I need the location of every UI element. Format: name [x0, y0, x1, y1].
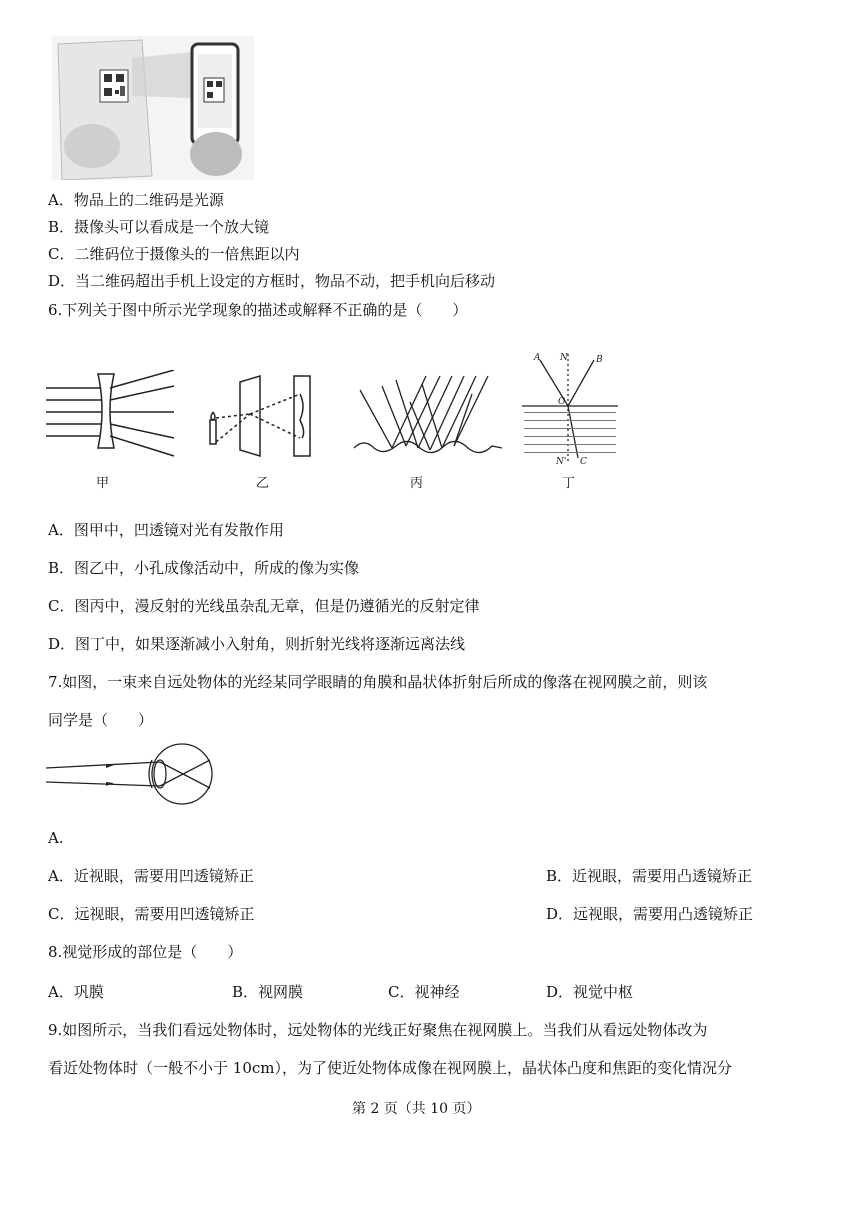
figure-yi-pinhole [204, 372, 314, 462]
figure-bing-diffuse-reflection [352, 372, 504, 460]
q5-option-d: D．当二维码超出手机上设定的方框时，物品不动，把手机向后移动 [48, 272, 496, 290]
page-footer: 第 2 页（共 10 页） [352, 1101, 481, 1117]
q6-option-c: C．图丙中，漫反射的光线虽杂乱无章，但是仍遵循光的反射定律 [48, 597, 480, 615]
q7-option-c: C．远视眼，需要用凹透镜矫正 [48, 905, 255, 923]
q8-option-b: B．视网膜 [232, 983, 304, 1001]
q6-option-b: B．图乙中，小孔成像活动中，所成的像为实像 [48, 559, 360, 577]
fig-label-ding: 丁 [562, 476, 576, 491]
q8-option-c: C．视神经 [388, 983, 460, 1001]
svg-text:N': N' [556, 457, 567, 466]
q9-stem-line1: 9.如图所示，当我们看远处物体时，远处物体的光线正好聚焦在视网膜上。当我们从看远处物体改为 [48, 1021, 708, 1039]
q7-option-a: A．近视眼，需要用凹透镜矫正 [48, 867, 254, 885]
qr-scan-photo [52, 36, 254, 180]
svg-text:C: C [580, 457, 587, 466]
q9-stem-line2: 看近处物体时（一般不小于 10cm），为了使近处物体成像在视网膜上，晶状体凸度和焦距的变化情况分 [48, 1059, 732, 1077]
q6-stem: 6.下列关于图中所示光学现象的描述或解释不正确的是（ ） [48, 301, 468, 319]
svg-text:A: A [534, 353, 541, 363]
q6-option-d: D．图丁中，如果逐渐减小入射角，则折射光线将逐渐远离法线 [48, 635, 466, 653]
eye-diagram [46, 742, 216, 806]
q7-option-d: D．远视眼，需要用凸透镜矫正 [546, 905, 754, 923]
q7-stem-line1: 7.如图，一束来自远处物体的光经某同学眼睛的角膜和晶状体折射后所成的像落在视网膜之前，则该 [48, 673, 708, 691]
q8-stem: 8.视觉形成的部位是（ ） [48, 943, 243, 961]
q6-option-a: A．图甲中，凹透镜对光有发散作用 [48, 521, 284, 539]
figure-jia-concave-lens [46, 370, 176, 460]
q5-option-a: A．物品上的二维码是光源 [48, 191, 224, 209]
q7-stem-line2: 同学是（ ） [48, 711, 154, 729]
figure-ding-refraction [518, 350, 622, 466]
fig-label-jia: 甲 [96, 476, 110, 491]
q8-option-d: D．视觉中枢 [546, 983, 634, 1001]
svg-text:B: B [596, 355, 603, 365]
q7-figure-label: A. [48, 829, 64, 847]
svg-text:O: O [558, 397, 566, 407]
fig-label-bing: 丙 [410, 476, 424, 491]
q8-option-a: A．巩膜 [48, 983, 104, 1001]
q5-option-c: C．二维码位于摄像头的一倍焦距以内 [48, 245, 300, 263]
fig-label-yi: 乙 [256, 476, 270, 491]
q7-option-b: B．近视眼，需要用凸透镜矫正 [546, 867, 753, 885]
q5-option-b: B．摄像头可以看成是一个放大镜 [48, 218, 270, 236]
svg-text:N: N [560, 353, 568, 363]
